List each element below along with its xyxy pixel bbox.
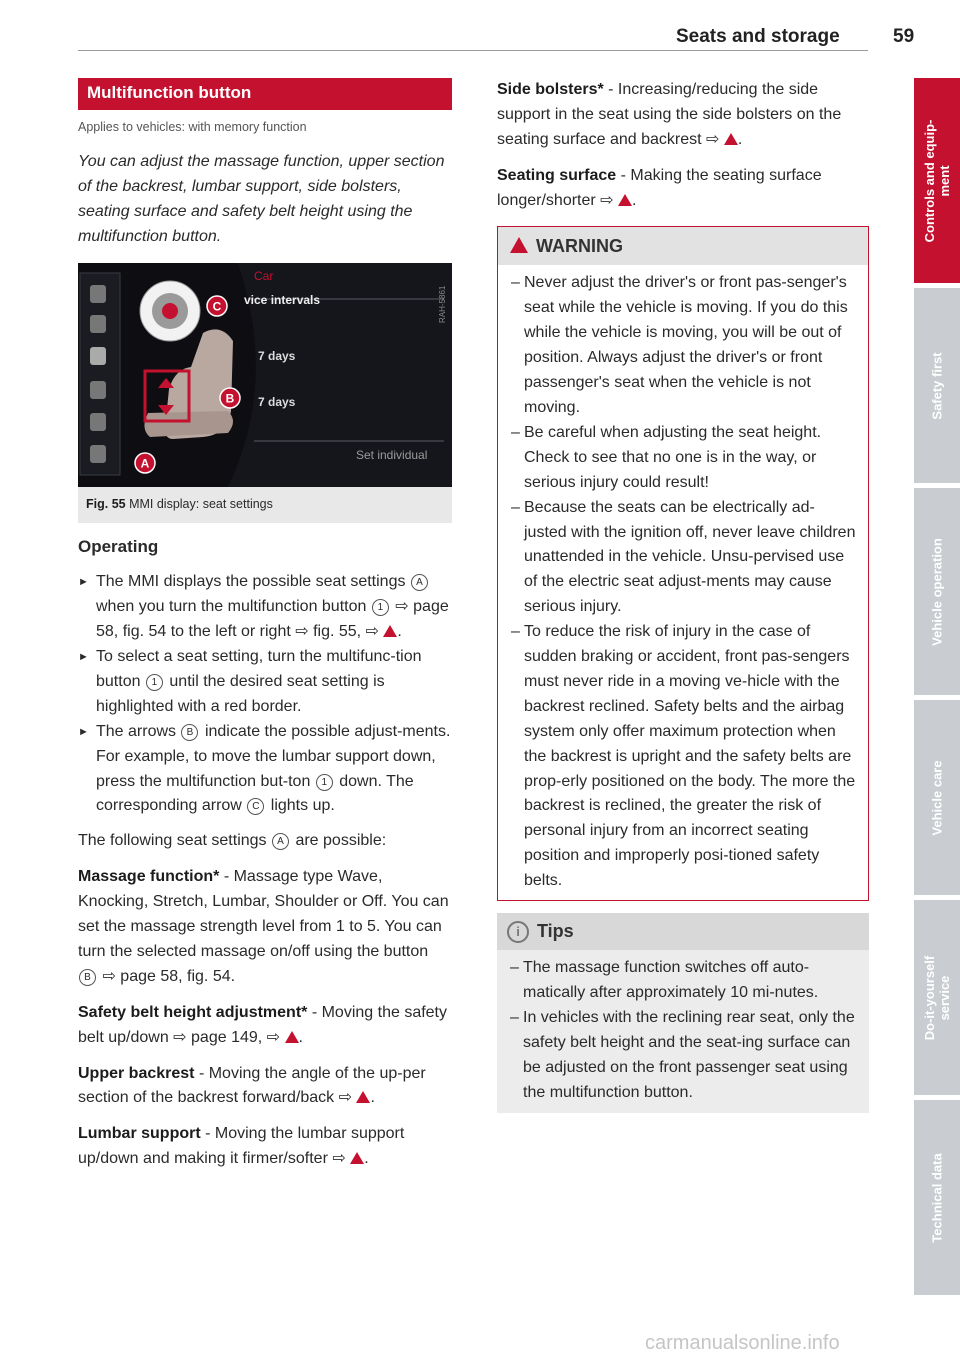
step-item: ► To select a seat setting, turn the multifunc-tion button 1 until the desired seat setting is highlighted with a red border.	[78, 645, 452, 720]
warning-icon	[510, 237, 528, 253]
warning-item: – Because the seats can be electrically ad-justed with the ignition off, never leave children unattended in the vehicle. Unsu-pervised use of the electric seat adjust-ments may cause serious injury.	[524, 496, 856, 621]
intro-text: You can adjust the massage function, upper section of the backrest, lumbar support, side bolsters, seating surface and safety belt height using the multifunction button.	[78, 152, 445, 245]
callout-c: C	[212, 299, 222, 314]
figure-caption	[78, 487, 452, 523]
warning-box	[497, 226, 869, 902]
figure-ref: RAH-5861	[438, 286, 447, 324]
warning-ref-icon	[356, 1091, 370, 1103]
callout-ref-b: B	[181, 724, 198, 741]
tips-box	[497, 913, 869, 1113]
operating-heading: Operating	[78, 537, 159, 557]
button-ref-1: 1	[316, 774, 333, 791]
sidebar-tab-controls[interactable]: Controls and equip- ment	[914, 78, 960, 283]
warning-item: – Never adjust the driver's or front pas-senger's seat while the vehicle is moving. If you do this while the vehicle is moving, you will be out of position. Always adjust the driver's or front passenger's seat when the vehicle is not moving.	[524, 271, 856, 420]
sidebar-tab-vehicle-care[interactable]: Vehicle care	[914, 700, 960, 895]
info-icon: i	[507, 921, 529, 943]
header-rule	[78, 50, 868, 51]
figure-days-1: 7 days	[258, 349, 296, 364]
side-bolsters-para: Side bolsters* - Increasing/reducing the side support in the seat using the side bolsters on the seating surface and backrest ⇨ .	[497, 81, 842, 148]
warning-item: – Be careful when adjusting the seat height. Check to see that no one is in the way, or serious injury could result!	[524, 421, 856, 496]
sidebar-tab-safety[interactable]: Safety first	[914, 288, 960, 483]
left-column	[78, 78, 452, 1183]
sidebar-tab-vehicle-operation[interactable]: Vehicle operation	[914, 488, 960, 695]
seating-surface-para: Seating surface - Making the seating surface longer/shorter ⇨ .	[497, 166, 822, 209]
massage-function-para: Massage function* - Massage type Wave, Knocking, Stretch, Lumbar, Shoulder or Off. You can set the massage strength level from 1 to 5. You can turn the selected massage on/off using the button B ⇨ page 58, fig. 54.	[78, 868, 449, 985]
caption-number: Fig. 55	[86, 497, 126, 512]
belt-height-para: Safety belt height adjustment* - Moving the safety belt up/down ⇨ page 149, ⇨ .	[78, 1003, 447, 1046]
section-heading: Multifunction button	[78, 78, 452, 110]
applies-note: Applies to vehicles: with memory function	[78, 119, 307, 134]
sidebar-tab-technical-data[interactable]: Technical data	[914, 1100, 960, 1295]
upper-backrest-para: Upper backrest - Moving the angle of the up-per section of the backrest forward/back ⇨ .	[78, 1064, 426, 1107]
callout-ref-a: A	[411, 574, 428, 591]
tip-item: – In vehicles with the reclining rear seat, only the safety belt height and the seat-ing surface can be adjusted on the front passenger seat using the multifunction button.	[523, 1006, 857, 1106]
right-column	[497, 78, 869, 1113]
lumbar-support-para: Lumbar support - Moving the lumbar support up/down and making it firmer/softer ⇨ .	[78, 1125, 405, 1168]
figure-days-2: 7 days	[258, 395, 296, 410]
callout-ref-b: B	[79, 969, 96, 986]
tip-item: – The massage function switches off auto-matically after approximately 10 mi-nutes.	[523, 956, 857, 1006]
step-item: ► The MMI displays the possible seat settings A when you turn the multifunction button 1 ⇨ page 58, fig. 54 to the left or right ⇨ fig. 55, ⇨ .	[78, 570, 452, 645]
tips-list	[497, 956, 869, 1113]
button-ref-1: 1	[372, 599, 389, 616]
caption-text: MMI display: seat settings	[129, 497, 273, 512]
warning-ref-icon	[618, 194, 632, 206]
figure-set-individual: Set individual	[356, 448, 428, 463]
tips-header: i Tips	[497, 913, 869, 950]
figure-car-label: Car	[254, 269, 274, 284]
mmi-figure	[78, 263, 452, 487]
callout-ref-a: A	[272, 833, 289, 850]
sidebar-tab-diy-service[interactable]: Do-it-yourself service	[914, 900, 960, 1095]
operating-steps	[78, 570, 452, 819]
warning-ref-icon	[285, 1031, 299, 1043]
button-ref-1: 1	[146, 674, 163, 691]
figure-service-label: vice intervals	[244, 293, 321, 308]
warning-header: WARNING	[498, 227, 868, 266]
header-section-title: Seats and storage	[676, 26, 840, 47]
warning-ref-icon	[724, 133, 738, 145]
watermark: carmanualsonline.info	[645, 1332, 840, 1354]
warning-ref-icon	[350, 1152, 364, 1164]
possible-settings-intro: The following seat settings A are possible:	[78, 832, 387, 850]
callout-a: A	[140, 456, 150, 471]
callout-ref-c: C	[247, 798, 264, 815]
page-number: 59	[893, 26, 915, 47]
warning-ref-icon	[383, 625, 397, 637]
mmi-display-image	[78, 263, 452, 487]
warning-item: – To reduce the risk of injury in the case of sudden braking or accident, front pas-sengers must never ride in a moving ve-hicle with the backrest reclined. Safety belts and the airbag system only offer maximum protection when the backrest is upright and the safety belts are prop-erly positioned on the body. The more the backrest is reclined, the greater the risk of personal injury from an incorrect seating position and improperly posi-tioned safety belts.	[524, 620, 856, 894]
callout-b: B	[225, 391, 235, 406]
step-item: ► The arrows B indicate the possible adjust-ments. For example, to move the lumbar support down, press the multifunction but-ton 1 down. The corresponding arrow C lights up.	[78, 720, 452, 820]
warning-list	[498, 271, 868, 894]
